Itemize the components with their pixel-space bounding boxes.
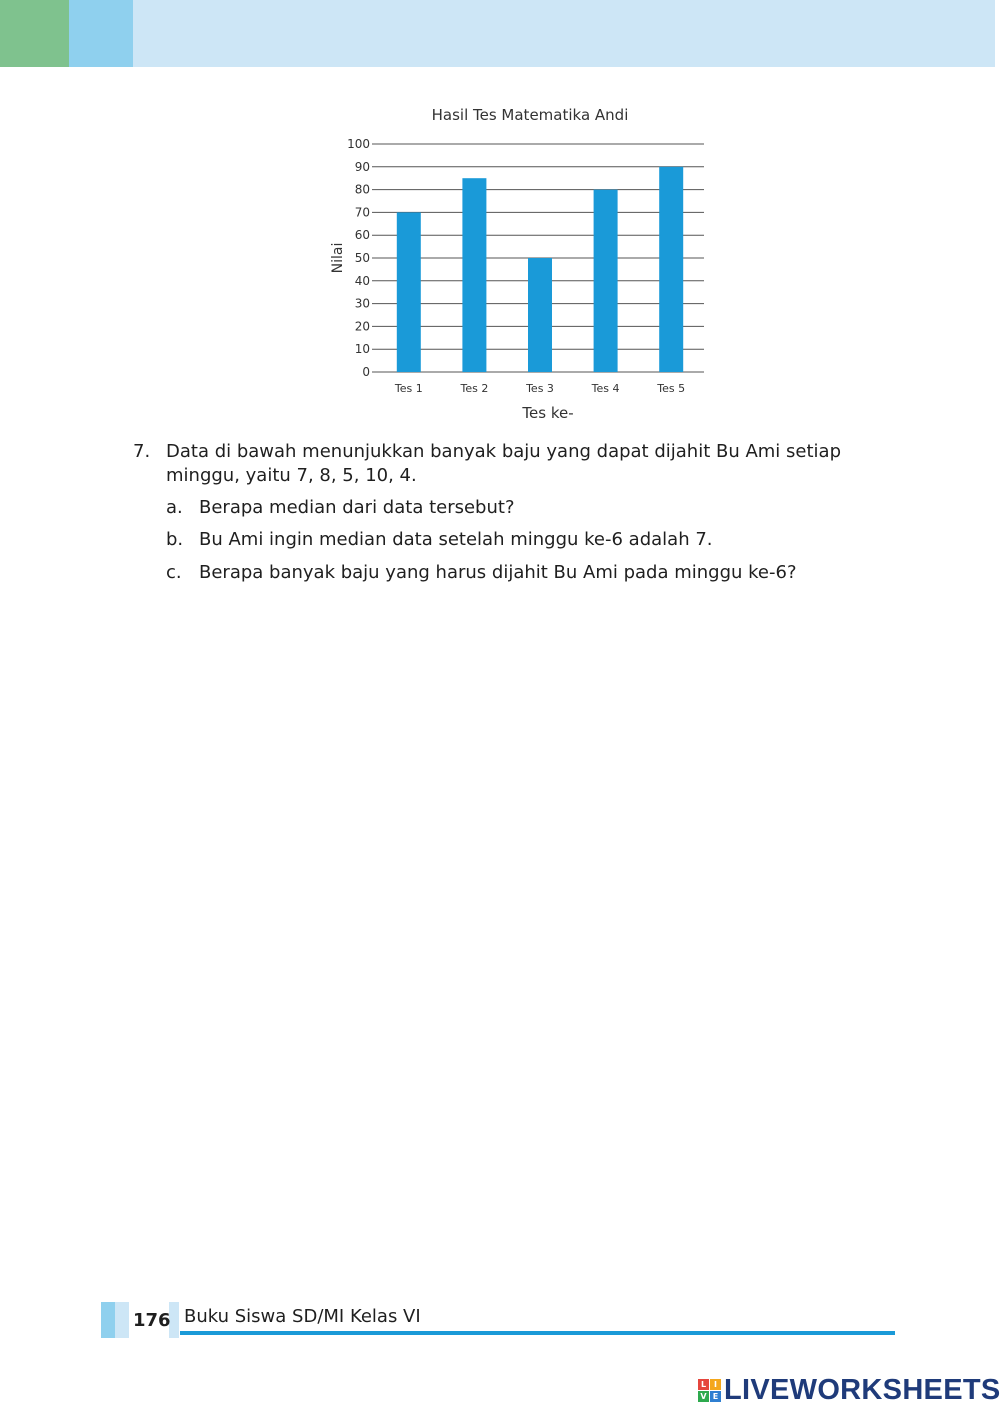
footer-rule bbox=[180, 1331, 895, 1335]
question-text: Data di bawah menunjukkan banyak baju yang dapat dijahit Bu Ami setiap minggu, yaitu 7, 8, 5, 10, 4. bbox=[166, 441, 841, 486]
liveworksheets-icon bbox=[698, 1379, 721, 1402]
bar bbox=[594, 190, 618, 372]
x-tick-label: Tes 4 bbox=[591, 382, 620, 395]
sub-question-letter: c. bbox=[166, 562, 182, 583]
y-tick-label: 90 bbox=[354, 159, 370, 174]
logo-letter: I bbox=[710, 1379, 721, 1390]
sub-question-letter: a. bbox=[166, 497, 183, 518]
sub-question-text: Bu Ami ingin median data setelah minggu ke-6 adalah 7. bbox=[199, 529, 713, 550]
sub-question-text: Berapa banyak baju yang harus dijahit Bu Ami pada minggu ke-6? bbox=[199, 562, 797, 583]
y-tick-label: 60 bbox=[354, 228, 370, 243]
y-tick-label: 50 bbox=[354, 251, 370, 265]
footer-accent bbox=[101, 1302, 115, 1338]
bar bbox=[659, 167, 683, 372]
x-tick-label: Tes 2 bbox=[460, 382, 489, 395]
x-axis-label: Tes ke- bbox=[522, 404, 574, 422]
chart-title: Hasil Tes Matematika Andi bbox=[431, 106, 629, 124]
logo-letter: V bbox=[698, 1391, 709, 1402]
sub-question-text: Berapa median dari data tersebut? bbox=[199, 497, 515, 518]
bar-chart bbox=[320, 100, 710, 430]
logo-letter: E bbox=[710, 1391, 721, 1402]
x-tick-label: Tes 5 bbox=[657, 382, 686, 395]
y-tick-label: 0 bbox=[362, 365, 370, 379]
bar bbox=[397, 212, 421, 372]
liveworksheets-logo[interactable] bbox=[698, 1374, 1000, 1406]
y-tick-label: 80 bbox=[354, 182, 370, 197]
book-title: Buku Siswa SD/MI Kelas VI bbox=[184, 1306, 421, 1327]
bar bbox=[528, 258, 552, 372]
y-axis-label: Nilai bbox=[330, 242, 346, 274]
header-band bbox=[0, 0, 995, 67]
page-number: 176 bbox=[133, 1310, 171, 1331]
logo-letter: L bbox=[698, 1379, 709, 1390]
brand-name: LIVEWORKSHEETS bbox=[724, 1373, 1000, 1406]
y-tick-label: 10 bbox=[354, 342, 370, 357]
y-tick-label: 70 bbox=[354, 205, 370, 220]
x-tick-label: Tes 3 bbox=[526, 382, 554, 395]
y-tick-label: 40 bbox=[354, 273, 370, 288]
footer-accent bbox=[115, 1302, 129, 1338]
question-number: 7. bbox=[133, 441, 151, 462]
y-tick-label: 100 bbox=[347, 137, 370, 151]
header-accent-green bbox=[0, 0, 69, 67]
bar bbox=[462, 178, 486, 372]
y-tick-label: 20 bbox=[354, 319, 370, 334]
header-accent-blue bbox=[69, 0, 133, 67]
sub-question-letter: b. bbox=[166, 529, 184, 550]
y-tick-label: 30 bbox=[354, 296, 370, 311]
x-tick-label: Tes 1 bbox=[394, 382, 423, 395]
